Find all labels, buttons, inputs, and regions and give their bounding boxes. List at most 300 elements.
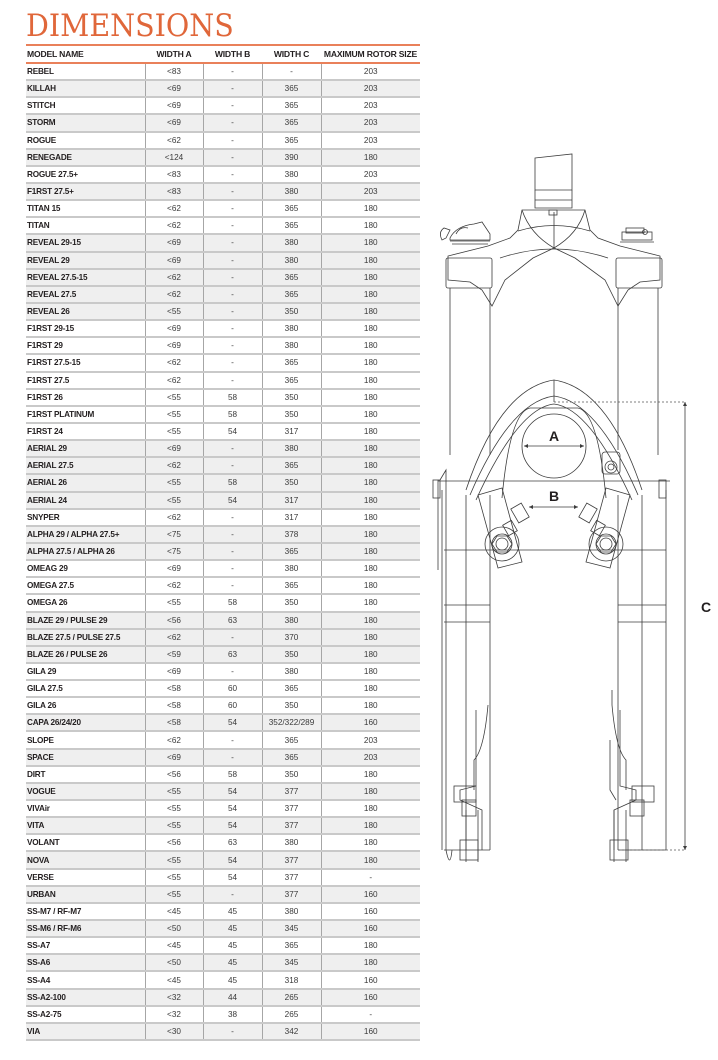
cell-width-c: 352/322/289 — [262, 714, 321, 731]
dimension-c — [554, 402, 711, 850]
cell-width-b: - — [203, 286, 262, 303]
dimension-b-label: B — [548, 488, 560, 504]
cell-max-rotor-size: 180 — [321, 526, 420, 543]
cell-width-a: <83 — [145, 63, 203, 80]
cell-width-c: 345 — [262, 920, 321, 937]
cell-model-name: GILA 26 — [26, 697, 145, 714]
table-row — [26, 680, 420, 697]
cell-model-name: SPACE — [26, 749, 145, 766]
table-row — [26, 766, 420, 783]
cell-width-c: 265 — [262, 989, 321, 1006]
table-row — [26, 320, 420, 337]
cell-width-b: - — [203, 200, 262, 217]
table-row — [26, 389, 420, 406]
cell-model-name: REVEAL 26 — [26, 303, 145, 320]
cell-width-b: - — [203, 1023, 262, 1040]
cell-width-a: <58 — [145, 697, 203, 714]
cell-width-c: 380 — [262, 252, 321, 269]
cell-width-b: 60 — [203, 697, 262, 714]
table-row — [26, 954, 420, 971]
cell-width-a: <75 — [145, 543, 203, 560]
cell-width-b: - — [203, 663, 262, 680]
cell-width-b: 60 — [203, 680, 262, 697]
cell-width-a: <83 — [145, 183, 203, 200]
table-row — [26, 560, 420, 577]
cell-width-c: 265 — [262, 1006, 321, 1023]
cell-model-name: AERIAL 24 — [26, 492, 145, 509]
table-row — [26, 217, 420, 234]
table-row — [26, 372, 420, 389]
cell-max-rotor-size: 160 — [321, 989, 420, 1006]
table-row — [26, 80, 420, 97]
table-row — [26, 937, 420, 954]
cell-width-b: 38 — [203, 1006, 262, 1023]
cell-model-name: F1RST 24 — [26, 423, 145, 440]
cell-width-c: 380 — [262, 560, 321, 577]
cell-width-c: 365 — [262, 372, 321, 389]
cell-width-b: - — [203, 166, 262, 183]
cell-width-b: - — [203, 183, 262, 200]
cell-width-b: 54 — [203, 783, 262, 800]
cell-width-c: 350 — [262, 697, 321, 714]
cell-max-rotor-size: 180 — [321, 149, 420, 166]
table-row — [26, 800, 420, 817]
cell-model-name: REVEAL 27.5 — [26, 286, 145, 303]
table-row — [26, 474, 420, 491]
cell-model-name: F1RST 29 — [26, 337, 145, 354]
cell-max-rotor-size: 180 — [321, 389, 420, 406]
cell-width-b: - — [203, 217, 262, 234]
cell-max-rotor-size: 160 — [321, 903, 420, 920]
cell-width-b: 54 — [203, 714, 262, 731]
table-row — [26, 783, 420, 800]
cell-max-rotor-size: 180 — [321, 474, 420, 491]
table-row — [26, 183, 420, 200]
cell-width-a: <62 — [145, 269, 203, 286]
cell-width-b: 45 — [203, 954, 262, 971]
table-row — [26, 1006, 420, 1023]
cell-width-b: - — [203, 440, 262, 457]
cell-width-a: <45 — [145, 971, 203, 988]
cell-width-a: <32 — [145, 989, 203, 1006]
cell-width-a: <55 — [145, 851, 203, 868]
cell-width-b: - — [203, 509, 262, 526]
cell-model-name: OMEAG 29 — [26, 560, 145, 577]
table-row — [26, 234, 420, 251]
cell-width-b: 58 — [203, 766, 262, 783]
table-row — [26, 252, 420, 269]
cell-model-name: AERIAL 26 — [26, 474, 145, 491]
cell-width-a: <55 — [145, 783, 203, 800]
cell-max-rotor-size: 180 — [321, 286, 420, 303]
cell-model-name: VITA — [26, 817, 145, 834]
cell-width-a: <50 — [145, 954, 203, 971]
cell-max-rotor-size: 180 — [321, 560, 420, 577]
cell-model-name: F1RST 29-15 — [26, 320, 145, 337]
cell-width-c: 365 — [262, 217, 321, 234]
cell-width-c: 377 — [262, 851, 321, 868]
cell-width-b: - — [203, 577, 262, 594]
table-row — [26, 749, 420, 766]
cell-width-b: 63 — [203, 612, 262, 629]
cell-width-c: 350 — [262, 303, 321, 320]
table-row — [26, 423, 420, 440]
cell-model-name: REBEL — [26, 63, 145, 80]
column-header-width-c: WIDTH C — [262, 46, 321, 63]
cell-width-a: <30 — [145, 1023, 203, 1040]
cell-width-a: <32 — [145, 1006, 203, 1023]
cell-max-rotor-size: 180 — [321, 680, 420, 697]
table-row — [26, 149, 420, 166]
cell-model-name: BLAZE 29 / PULSE 29 — [26, 612, 145, 629]
column-header-max-rotor-size: MAXIMUM ROTOR SIZE — [321, 46, 420, 63]
cell-max-rotor-size: 180 — [321, 577, 420, 594]
cell-width-c: 318 — [262, 971, 321, 988]
cell-model-name: DIRT — [26, 766, 145, 783]
cell-width-c: 380 — [262, 834, 321, 851]
dimension-c-label: C — [700, 599, 712, 615]
cell-width-a: <62 — [145, 217, 203, 234]
cell-width-a: <62 — [145, 372, 203, 389]
cell-max-rotor-size: 180 — [321, 303, 420, 320]
dimension-a — [522, 414, 586, 478]
cell-width-b: 63 — [203, 646, 262, 663]
cell-width-b: 58 — [203, 594, 262, 611]
cell-width-a: <55 — [145, 869, 203, 886]
cell-max-rotor-size: 160 — [321, 920, 420, 937]
table-row — [26, 63, 420, 80]
cell-width-a: <69 — [145, 337, 203, 354]
cell-width-b: - — [203, 372, 262, 389]
cell-model-name: F1RST 26 — [26, 389, 145, 406]
cell-max-rotor-size: 180 — [321, 217, 420, 234]
table-row — [26, 354, 420, 371]
cell-width-c: 380 — [262, 234, 321, 251]
table-header-row — [26, 46, 420, 63]
table-row — [26, 851, 420, 868]
cell-width-c: 380 — [262, 183, 321, 200]
cell-width-b: 45 — [203, 903, 262, 920]
cell-max-rotor-size: 180 — [321, 543, 420, 560]
column-header-width-b: WIDTH B — [203, 46, 262, 63]
column-header-model-name: MODEL NAME — [26, 46, 145, 63]
cell-max-rotor-size: 180 — [321, 663, 420, 680]
cell-width-a: <69 — [145, 663, 203, 680]
cell-model-name: ROGUE 27.5+ — [26, 166, 145, 183]
table-row — [26, 714, 420, 731]
cell-width-c: 377 — [262, 886, 321, 903]
cell-max-rotor-size: 180 — [321, 817, 420, 834]
cell-width-a: <62 — [145, 286, 203, 303]
cell-width-c: 377 — [262, 817, 321, 834]
table-row — [26, 903, 420, 920]
dimension-b — [529, 488, 578, 509]
cell-max-rotor-size: 180 — [321, 851, 420, 868]
cell-width-a: <69 — [145, 97, 203, 114]
cell-model-name: ROGUE — [26, 132, 145, 149]
cell-model-name: NOVA — [26, 851, 145, 868]
cell-width-a: <62 — [145, 629, 203, 646]
cell-max-rotor-size: 203 — [321, 80, 420, 97]
cell-width-a: <75 — [145, 526, 203, 543]
cell-width-b: - — [203, 97, 262, 114]
cell-width-a: <55 — [145, 817, 203, 834]
cell-model-name: STORM — [26, 114, 145, 131]
cell-width-a: <69 — [145, 560, 203, 577]
cell-width-b: 58 — [203, 389, 262, 406]
cell-width-a: <69 — [145, 320, 203, 337]
cell-max-rotor-size: 180 — [321, 492, 420, 509]
table-row — [26, 697, 420, 714]
table-row — [26, 886, 420, 903]
cell-model-name: SS-A6 — [26, 954, 145, 971]
cell-width-a: <69 — [145, 114, 203, 131]
cell-model-name: F1RST 27.5+ — [26, 183, 145, 200]
cell-width-c: 365 — [262, 577, 321, 594]
table-row — [26, 286, 420, 303]
cell-width-c: 365 — [262, 97, 321, 114]
table-row — [26, 406, 420, 423]
cell-width-c: 380 — [262, 166, 321, 183]
cell-max-rotor-size: 180 — [321, 937, 420, 954]
cell-model-name: SS-M6 / RF-M6 — [26, 920, 145, 937]
cell-width-b: - — [203, 560, 262, 577]
cell-max-rotor-size: 180 — [321, 954, 420, 971]
cell-max-rotor-size: 180 — [321, 406, 420, 423]
cell-max-rotor-size: 203 — [321, 63, 420, 80]
fork-outline — [433, 154, 670, 862]
cell-width-c: 350 — [262, 646, 321, 663]
cell-width-c: 317 — [262, 509, 321, 526]
table-row — [26, 132, 420, 149]
cell-width-a: <69 — [145, 80, 203, 97]
cell-width-b: - — [203, 149, 262, 166]
cell-model-name: OMEGA 27.5 — [26, 577, 145, 594]
cell-width-a: <55 — [145, 594, 203, 611]
cell-width-a: <55 — [145, 800, 203, 817]
cell-width-c: 365 — [262, 731, 321, 748]
cell-model-name: KILLAH — [26, 80, 145, 97]
column-header-width-a: WIDTH A — [145, 46, 203, 63]
cell-max-rotor-size: 160 — [321, 971, 420, 988]
table-row — [26, 663, 420, 680]
cell-width-a: <69 — [145, 749, 203, 766]
cell-model-name: SS-A2-100 — [26, 989, 145, 1006]
cell-model-name: TITAN — [26, 217, 145, 234]
cell-width-c: 350 — [262, 406, 321, 423]
cell-width-b: - — [203, 526, 262, 543]
table-row — [26, 971, 420, 988]
cell-model-name: STITCH — [26, 97, 145, 114]
cell-width-b: - — [203, 749, 262, 766]
cell-max-rotor-size: 180 — [321, 629, 420, 646]
cell-model-name: TITAN 15 — [26, 200, 145, 217]
cell-model-name: VIVAir — [26, 800, 145, 817]
cell-max-rotor-size: 180 — [321, 269, 420, 286]
cell-max-rotor-size: 203 — [321, 183, 420, 200]
cell-width-b: - — [203, 629, 262, 646]
cell-model-name: VIA — [26, 1023, 145, 1040]
table-row — [26, 269, 420, 286]
table-row — [26, 817, 420, 834]
cell-max-rotor-size: 180 — [321, 834, 420, 851]
cell-width-b: - — [203, 457, 262, 474]
cell-model-name: GILA 29 — [26, 663, 145, 680]
table-row — [26, 989, 420, 1006]
cell-width-c: 342 — [262, 1023, 321, 1040]
cell-width-c: 380 — [262, 612, 321, 629]
cell-max-rotor-size: 180 — [321, 612, 420, 629]
cell-width-c: 380 — [262, 337, 321, 354]
cell-width-c: 365 — [262, 286, 321, 303]
table-row — [26, 646, 420, 663]
cell-width-a: <62 — [145, 200, 203, 217]
table-row — [26, 629, 420, 646]
cell-width-c: 350 — [262, 594, 321, 611]
table-row — [26, 97, 420, 114]
table-row — [26, 834, 420, 851]
cell-width-a: <55 — [145, 303, 203, 320]
cell-max-rotor-size: - — [321, 1006, 420, 1023]
cell-max-rotor-size: 160 — [321, 1023, 420, 1040]
dimensions-table — [26, 46, 420, 1041]
cell-width-a: <58 — [145, 680, 203, 697]
cell-width-b: 45 — [203, 937, 262, 954]
cell-max-rotor-size: 180 — [321, 457, 420, 474]
cell-width-a: <59 — [145, 646, 203, 663]
cell-max-rotor-size: 180 — [321, 783, 420, 800]
cell-width-c: 365 — [262, 80, 321, 97]
cell-width-c: 350 — [262, 766, 321, 783]
cell-width-b: 44 — [203, 989, 262, 1006]
cell-width-b: - — [203, 337, 262, 354]
cell-width-c: 380 — [262, 903, 321, 920]
cell-width-b: 54 — [203, 800, 262, 817]
cell-width-a: <69 — [145, 440, 203, 457]
cell-width-b: - — [203, 731, 262, 748]
table-row — [26, 509, 420, 526]
cell-width-a: <69 — [145, 252, 203, 269]
cell-model-name: BLAZE 27.5 / PULSE 27.5 — [26, 629, 145, 646]
table-row — [26, 869, 420, 886]
table-row — [26, 166, 420, 183]
cell-width-c: 365 — [262, 269, 321, 286]
cell-width-c: 365 — [262, 457, 321, 474]
cell-model-name: SS-M7 / RF-M7 — [26, 903, 145, 920]
cell-model-name: F1RST 27.5-15 — [26, 354, 145, 371]
cell-width-a: <58 — [145, 714, 203, 731]
cell-max-rotor-size: 180 — [321, 766, 420, 783]
table-row — [26, 920, 420, 937]
cell-model-name: VOGUE — [26, 783, 145, 800]
cell-width-a: <124 — [145, 149, 203, 166]
table-body — [26, 63, 420, 1040]
cell-width-b: - — [203, 269, 262, 286]
cell-width-c: 317 — [262, 492, 321, 509]
cell-model-name: CAPA 26/24/20 — [26, 714, 145, 731]
cell-width-a: <56 — [145, 612, 203, 629]
cell-max-rotor-size: 180 — [321, 252, 420, 269]
cell-width-b: - — [203, 886, 262, 903]
cell-width-a: <55 — [145, 389, 203, 406]
cell-width-a: <55 — [145, 406, 203, 423]
cell-width-b: 63 — [203, 834, 262, 851]
cell-width-c: 365 — [262, 114, 321, 131]
table-row — [26, 200, 420, 217]
cell-width-b: 54 — [203, 423, 262, 440]
table-row — [26, 1023, 420, 1040]
cell-max-rotor-size: 160 — [321, 886, 420, 903]
cell-width-c: 370 — [262, 629, 321, 646]
cell-model-name: VOLANT — [26, 834, 145, 851]
cell-max-rotor-size: 180 — [321, 320, 420, 337]
cell-width-c: 350 — [262, 474, 321, 491]
cell-width-b: - — [203, 234, 262, 251]
table-row — [26, 612, 420, 629]
cell-model-name: REVEAL 29-15 — [26, 234, 145, 251]
cell-max-rotor-size: 180 — [321, 800, 420, 817]
cell-max-rotor-size: 180 — [321, 509, 420, 526]
cell-width-a: <45 — [145, 903, 203, 920]
cell-width-b: 58 — [203, 406, 262, 423]
cell-width-a: <50 — [145, 920, 203, 937]
cell-width-a: <56 — [145, 834, 203, 851]
cell-max-rotor-size: 180 — [321, 697, 420, 714]
cell-width-b: 54 — [203, 851, 262, 868]
fork-diagram — [430, 150, 718, 870]
cell-width-c: 380 — [262, 663, 321, 680]
cell-width-a: <55 — [145, 492, 203, 509]
cell-model-name: ALPHA 29 / ALPHA 27.5+ — [26, 526, 145, 543]
cell-width-a: <83 — [145, 166, 203, 183]
table-row — [26, 457, 420, 474]
cell-max-rotor-size: 180 — [321, 423, 420, 440]
cell-width-a: <55 — [145, 423, 203, 440]
cell-width-b: 54 — [203, 492, 262, 509]
cell-width-c: 390 — [262, 149, 321, 166]
cell-model-name: AERIAL 29 — [26, 440, 145, 457]
cell-width-c: - — [262, 63, 321, 80]
cell-model-name: RENEGADE — [26, 149, 145, 166]
cell-max-rotor-size: 180 — [321, 234, 420, 251]
cell-max-rotor-size: 180 — [321, 372, 420, 389]
cell-width-a: <55 — [145, 886, 203, 903]
cell-model-name: GILA 27.5 — [26, 680, 145, 697]
cell-width-c: 317 — [262, 423, 321, 440]
table-row — [26, 577, 420, 594]
cell-max-rotor-size: 180 — [321, 594, 420, 611]
table-row — [26, 543, 420, 560]
cell-width-c: 377 — [262, 783, 321, 800]
cell-width-c: 377 — [262, 800, 321, 817]
cell-model-name: SS-A2-75 — [26, 1006, 145, 1023]
cell-width-a: <62 — [145, 354, 203, 371]
cell-width-c: 377 — [262, 869, 321, 886]
cell-width-b: - — [203, 63, 262, 80]
cell-width-b: - — [203, 320, 262, 337]
cell-width-c: 365 — [262, 132, 321, 149]
cell-width-b: 54 — [203, 817, 262, 834]
cell-model-name: SNYPER — [26, 509, 145, 526]
cell-width-b: - — [203, 132, 262, 149]
cell-width-b: 45 — [203, 920, 262, 937]
cell-width-b: 45 — [203, 971, 262, 988]
cell-model-name: AERIAL 27.5 — [26, 457, 145, 474]
cell-width-b: - — [203, 80, 262, 97]
cell-model-name: URBAN — [26, 886, 145, 903]
cell-width-a: <56 — [145, 766, 203, 783]
cell-model-name: SLOPE — [26, 731, 145, 748]
